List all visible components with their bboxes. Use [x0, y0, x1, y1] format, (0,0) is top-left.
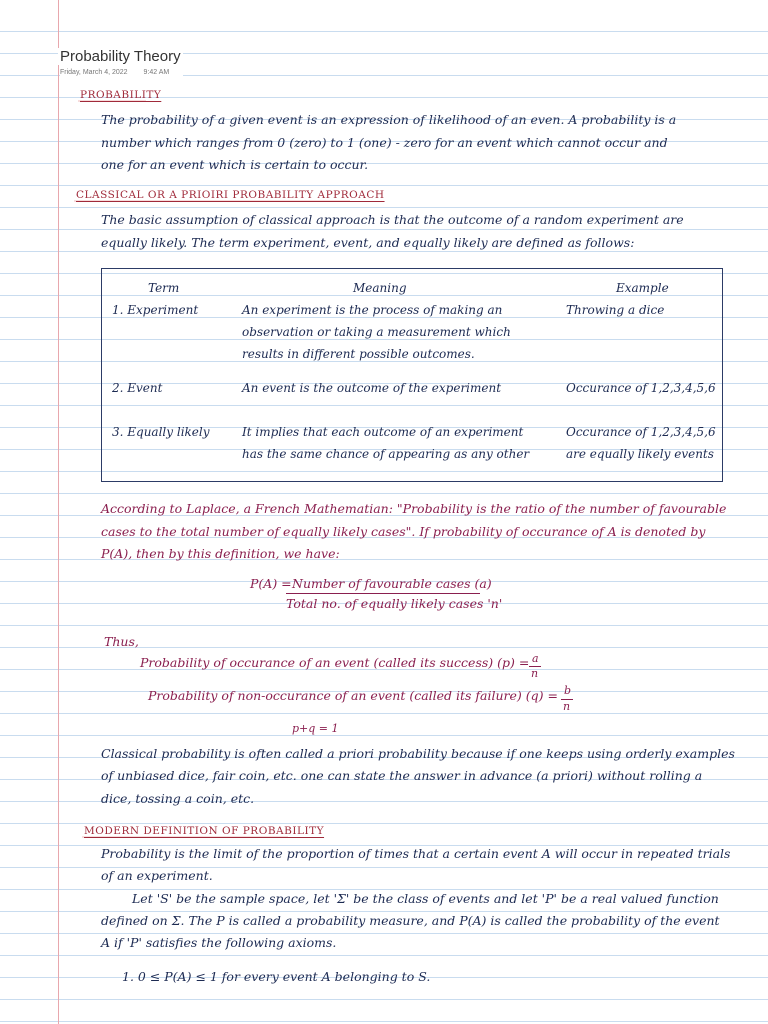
probability-line-2: number which ranges from 0 (zero) to 1 (one) - zero for an event which cannot occur and: [101, 135, 668, 150]
table-row-3-example-1: Occurance of 1,2,3,4,5,6: [566, 425, 716, 439]
table-row-1-meaning-3: results in different possible outcomes.: [242, 347, 475, 361]
modern-line-1: Probability is the limit of the proportion of times that a certain event A will occur in repeated trials: [101, 846, 731, 861]
heading-classical: CLASSICAL OR A PRIOIRI PROBABILITY APPROACH: [76, 189, 385, 201]
failure-denominator: n: [563, 700, 571, 713]
table-row-2-term: 2. Event: [112, 381, 163, 395]
heading-modern: MODERN DEFINITION OF PROBABILITY: [84, 825, 325, 837]
laplace-line-3: P(A), then by this definition, we have:: [101, 546, 340, 561]
table-row-3-term: 3. Equally likely: [112, 425, 210, 439]
apriori-line-1: Classical probability is often called a priori probability because if one keeps using orderly examples: [101, 746, 735, 761]
failure-numerator: b: [564, 684, 572, 697]
table-header-meaning: Meaning: [353, 281, 407, 295]
probability-line-3: one for an event which is certain to occur.: [101, 157, 369, 172]
apriori-line-3: dice, tossing a coin, etc.: [101, 791, 255, 806]
page-date: Friday, March 4, 2022: [60, 69, 128, 76]
table-header-example: Example: [616, 281, 669, 295]
margin-line: [58, 0, 59, 1024]
page-meta: [60, 69, 183, 76]
laplace-line-2: cases to the total number of equally likely cases". If probability of occurance of A is denoted by: [101, 524, 706, 539]
laplace-line-1: According to Laplace, a French Mathematian: "Probability is the ratio of the number of favourable: [101, 501, 727, 516]
table-row-1-term: 1. Experiment: [112, 303, 199, 317]
table-row-3-example-2: are equally likely events: [566, 447, 714, 461]
success-text: Probability of occurance of an event (called its success) (p) =: [140, 655, 530, 670]
formula-denominator: Total no. of equally likely cases 'n': [286, 596, 503, 611]
modern-line-4: defined on Σ. The P is called a probability measure, and P(A) is called the probability of the event: [101, 913, 720, 928]
formula-numerator: Number of favourable cases (a): [292, 576, 492, 591]
table-row-1-example: Throwing a dice: [566, 303, 665, 317]
success-denominator: n: [531, 667, 539, 680]
table-row-1-meaning-2: observation or taking a measurement which: [242, 325, 511, 339]
sum-equation: p+q = 1: [292, 722, 339, 735]
table-row-1-meaning-1: An experiment is the process of making an: [242, 303, 503, 317]
probability-line-1: The probability of a given event is an expression of likelihood of an even. A probability is a: [101, 112, 677, 127]
failure-text: Probability of non-occurance of an event (called its failure) (q) =: [148, 688, 558, 703]
page-time: 9:42 AM: [143, 69, 170, 76]
success-numerator: a: [532, 652, 539, 665]
table-row-2-meaning: An event is the outcome of the experiment: [242, 381, 502, 395]
formula-lhs: P(A) =: [250, 576, 292, 591]
modern-line-5: A if 'P' satisfies the following axioms.: [101, 935, 337, 950]
apriori-line-2: of unbiased dice, fair coin, etc. one can state the answer in advance (a priori) without rolling a: [101, 768, 703, 783]
modern-axiom-1: 1. 0 ≤ P(A) ≤ 1 for every event A belonging to S.: [122, 969, 431, 984]
definitions-table: [101, 268, 723, 482]
thus-label: Thus,: [104, 634, 139, 649]
table-row-3-meaning-2: has the same chance of appearing as any other: [242, 447, 530, 461]
table-row-2-example: Occurance of 1,2,3,4,5,6: [566, 381, 716, 395]
table-row-3-meaning-1: It implies that each outcome of an experiment: [242, 425, 524, 439]
modern-line-2: of an experiment.: [101, 868, 213, 883]
formula-fraction-bar: [286, 593, 480, 594]
page-title: Probability Theory: [60, 48, 181, 65]
heading-probability: PROBABILITY: [80, 89, 162, 101]
classical-line-1: The basic assumption of classical approach is that the outcome of a random experiment are: [101, 212, 684, 227]
table-header-term: Term: [148, 281, 180, 295]
modern-line-3: Let 'S' be the sample space, let 'Σ' be the class of events and let 'P' be a real valued function: [132, 891, 719, 906]
classical-line-2: equally likely. The term experiment, event, and equally likely are defined as follows:: [101, 235, 635, 250]
